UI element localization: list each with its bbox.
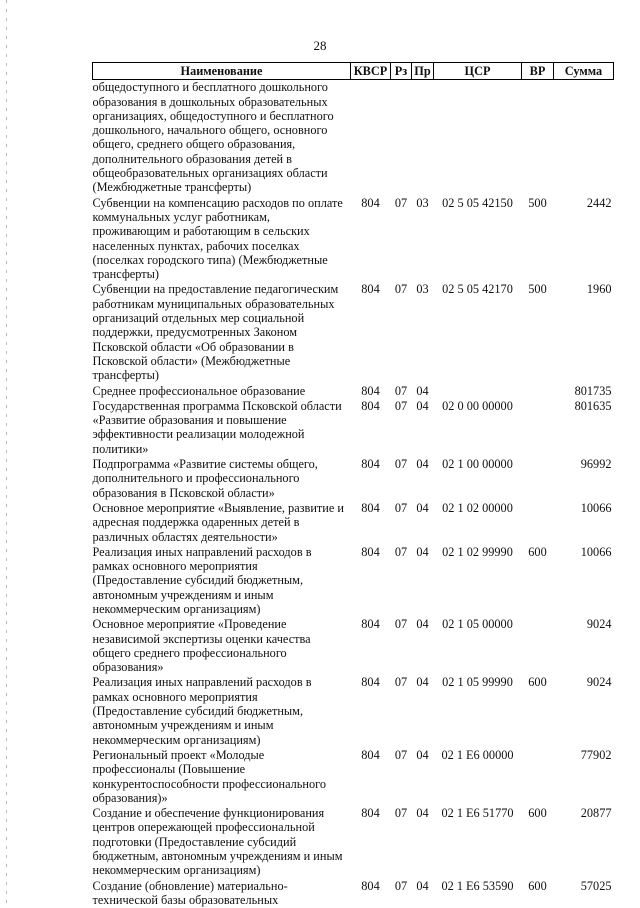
cell-name: Среднее профессиональное образование [92, 383, 306, 398]
cell-vr [522, 80, 554, 196]
cell-sum: 57025 [580, 878, 612, 893]
cell-kvsr: 804 [361, 398, 380, 413]
cell-sum: 10066 [580, 544, 612, 559]
cell-name: Создание (обновление) материально-технической базы образовательных [92, 878, 288, 907]
cell-rz: 07 [394, 806, 408, 821]
cell-vr: 600 [528, 878, 547, 893]
header-name: Наименование [93, 63, 351, 80]
table-row [93, 545, 614, 617]
cell-pr: 03 [416, 195, 429, 210]
cell-rz: 07 [394, 878, 408, 893]
cell-pr: 04 [416, 675, 429, 690]
cell-kvsr: 804 [361, 617, 380, 632]
cell-sum: 9024 [586, 675, 612, 690]
cell-sum: 1960 [586, 282, 612, 297]
cell-pr: 04 [416, 878, 429, 893]
cell-name: Субвенции на компенсацию расходов по оплате коммунальных услуг работникам, проживающим и работающим в сельских населенных пунктах, рабочих поселках (поселках городского типа) (Межбюджетные трансферты) [92, 195, 343, 282]
table-header [93, 63, 614, 80]
cell-pr: 04 [416, 383, 429, 398]
cell-name: Реализация иных направлений расходов в рамках основного мероприятия (Предоставление субсидий бюджетным, автономным учреждениям и иным некоммерческим организациям) [92, 544, 312, 616]
cell-rz [391, 80, 412, 196]
cell-csr: 02 5 05 42150 [442, 195, 513, 210]
table-row [93, 384, 614, 399]
cell-name: Региональный проект «Молодые профессионалы (Повышение конкурентоспособности профессионального образования)» [92, 747, 327, 805]
cell-rz: 07 [394, 675, 408, 690]
cell-csr [434, 384, 522, 399]
cell-name: Государственная программа Псковской области «Развитие образования и повышение эффективности реализации молодежной политики» [92, 398, 342, 456]
cell-kvsr: 804 [361, 878, 380, 893]
cell-pr: 04 [416, 747, 429, 762]
cell-name: Создание и обеспечение функционирования центров опережающей профессиональной подготовки (Предоставление субсидий бюджетным, автономным учреждениям и иным некоммерческим организациям) [92, 806, 343, 878]
cell-vr [522, 457, 554, 501]
cell-kvsr [351, 80, 391, 196]
cell-name: Основное мероприятие «Проведение независимой экспертизы оценки качества общего среднего профессионального образования» [92, 617, 311, 675]
cell-rz: 07 [394, 544, 408, 559]
cell-rz: 07 [394, 195, 408, 210]
header-rz: Рз [391, 63, 412, 80]
cell-kvsr: 804 [361, 457, 380, 472]
cell-rz: 07 [394, 617, 408, 632]
cell-kvsr: 804 [361, 806, 380, 821]
cell-kvsr: 804 [361, 747, 380, 762]
cell-rz: 07 [394, 500, 408, 515]
cell-pr: 04 [416, 398, 429, 413]
cell-vr [522, 617, 554, 675]
cell-csr: 02 0 00 00000 [442, 398, 513, 413]
cell-name: общедоступного и бесплатного дошкольного образования в дошкольных образовательных организациях, общедоступного и бесплатного дошкольного, начального общего, основного общего, среднего общего образования, дополнительного образования детей в общеобразовательных организациях области (Межбюджетные трансферты) [92, 80, 334, 195]
table-row [93, 675, 614, 747]
cell-vr: 600 [528, 675, 547, 690]
cell-vr [522, 501, 554, 545]
cell-csr: 02 1 E6 53590 [441, 878, 514, 893]
cell-kvsr: 804 [361, 282, 380, 297]
cell-csr [434, 80, 522, 196]
header-sum: Сумма [554, 63, 614, 80]
header-kvsr: КВСР [351, 63, 391, 80]
cell-vr: 600 [528, 806, 547, 821]
table-row [93, 501, 614, 545]
table-row [93, 80, 614, 196]
cell-pr: 03 [416, 282, 429, 297]
cell-csr: 02 1 E6 00000 [441, 747, 514, 762]
table-row [93, 282, 614, 383]
cell-name: Основное мероприятие «Выявление, развитие и адресная поддержка одаренных детей в различных областях деятельности» [92, 500, 344, 544]
cell-csr: 02 1 00 00000 [442, 457, 513, 472]
table-row [93, 617, 614, 675]
header-pr: Пр [412, 63, 434, 80]
table-row [93, 806, 614, 878]
cell-csr: 02 1 02 00000 [442, 500, 513, 515]
cell-csr: 02 1 05 00000 [442, 617, 513, 632]
cell-name: Субвенции на предоставление педагогическим работникам муниципальных образовательных организаций отдельных мер социальной поддержки, предусмотренных Законом Псковской области «Об образовании в Псковской области» (Межбюджетные трансферты) [92, 282, 339, 383]
cell-pr [412, 80, 434, 196]
table-row [93, 196, 614, 283]
cell-csr: 02 1 05 99990 [442, 675, 513, 690]
budget-table [92, 62, 614, 908]
cell-sum: 96992 [580, 457, 612, 472]
cell-kvsr: 804 [361, 675, 380, 690]
cell-sum: 77902 [580, 747, 612, 762]
scan-edge-mark [6, 0, 7, 905]
cell-pr: 04 [416, 457, 429, 472]
cell-pr: 04 [416, 617, 429, 632]
page-number: 28 [313, 38, 327, 53]
cell-vr: 500 [528, 195, 547, 210]
cell-pr: 04 [416, 544, 429, 559]
cell-rz: 07 [394, 282, 408, 297]
cell-sum: 801635 [574, 398, 612, 413]
cell-sum: 10066 [580, 500, 612, 515]
table-row [93, 879, 614, 908]
cell-kvsr: 804 [361, 383, 380, 398]
cell-pr: 04 [416, 500, 429, 515]
cell-vr [522, 399, 554, 457]
cell-csr: 02 1 02 99990 [442, 544, 513, 559]
cell-csr: 02 1 E6 51770 [441, 806, 514, 821]
header-vr: ВР [522, 63, 554, 80]
table-row [93, 399, 614, 457]
cell-name: Подпрограмма «Развитие системы общего, дополнительного и профессионального образования в Псковской области» [92, 457, 318, 500]
header-csr: ЦСР [434, 63, 522, 80]
cell-vr: 500 [528, 282, 547, 297]
cell-name: Реализация иных направлений расходов в рамках основного мероприятия (Предоставление субсидий бюджетным, автономным учреждениям и иным некоммерческим организациям) [92, 675, 312, 747]
cell-sum: 20877 [580, 806, 612, 821]
cell-vr: 600 [528, 544, 547, 559]
cell-kvsr: 804 [361, 544, 380, 559]
table-body [93, 80, 614, 908]
cell-sum: 2442 [586, 195, 612, 210]
cell-kvsr: 804 [361, 500, 380, 515]
cell-rz: 07 [394, 457, 408, 472]
cell-sum: 801735 [574, 383, 612, 398]
cell-csr: 02 5 05 42170 [442, 282, 513, 297]
table-row [93, 457, 614, 501]
cell-vr [522, 384, 554, 399]
cell-sum: 9024 [586, 617, 612, 632]
cell-vr [522, 748, 554, 806]
cell-kvsr: 804 [361, 195, 380, 210]
table-row [93, 748, 614, 806]
cell-pr: 04 [416, 806, 429, 821]
cell-rz: 07 [394, 398, 408, 413]
cell-rz: 07 [394, 383, 408, 398]
cell-rz: 07 [394, 747, 408, 762]
cell-sum [554, 80, 614, 196]
